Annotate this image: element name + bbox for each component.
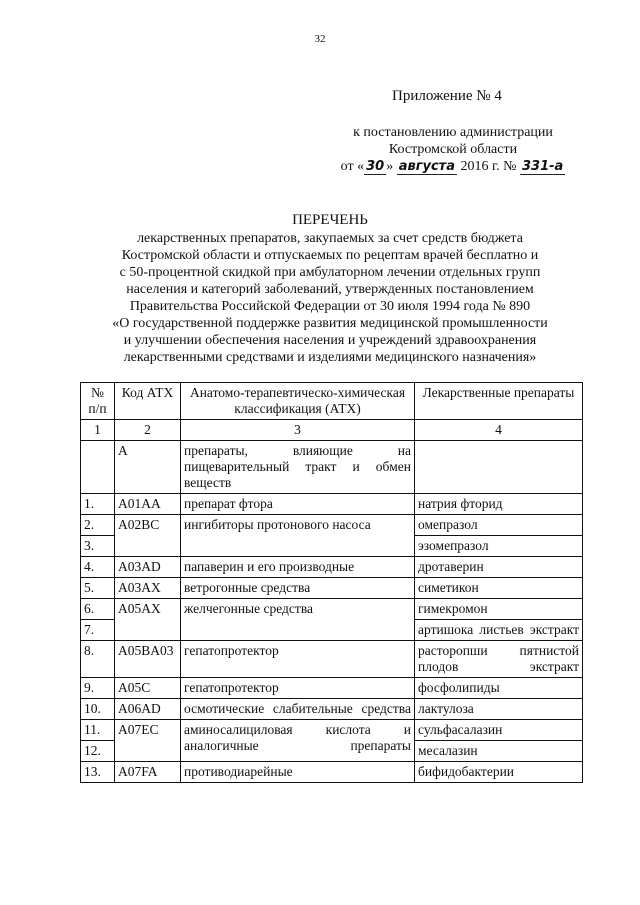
column-number-row	[81, 420, 583, 441]
cell-number: 7.	[81, 620, 115, 641]
cell-number: 2.	[81, 515, 115, 536]
cell-number: 5.	[81, 578, 115, 599]
decree-date-line	[328, 158, 578, 175]
table-row	[81, 720, 583, 741]
cell-drug: омепразол	[415, 515, 583, 536]
group-code: А	[115, 441, 181, 494]
cell-code: A05BA03	[115, 641, 181, 678]
title-heading: ПЕРЕЧЕНЬ	[292, 212, 368, 228]
title-line: лекарственных препаратов, закупаемых за счет средств бюджета	[137, 231, 523, 246]
group-row	[81, 441, 583, 494]
cell-class: папаверин и его производные	[181, 557, 415, 578]
page-number: 32	[314, 33, 326, 45]
date-month: августа	[398, 159, 455, 174]
cell-number: 11.	[81, 720, 115, 741]
cell-drug: лактулоза	[415, 699, 583, 720]
cell-drug: расторопши пятнистой плодов экстракт	[415, 641, 583, 678]
table-row	[81, 494, 583, 515]
cell-drug: натрия фторид	[415, 494, 583, 515]
header-drugs: Лекарственные препараты	[415, 383, 583, 420]
cell-class: осмотические слабительные средства	[181, 699, 415, 720]
cell-code: A03AX	[115, 578, 181, 599]
col-number: 4	[415, 420, 583, 441]
date-year: 2016 г. №	[460, 159, 517, 174]
cell-number: 8.	[81, 641, 115, 678]
col-number: 2	[115, 420, 181, 441]
appendix-title: Приложение № 4	[392, 88, 502, 104]
cell-number: 1.	[81, 494, 115, 515]
date-mid: »	[386, 159, 394, 174]
header-code: Код АТХ	[115, 383, 181, 420]
cell-class: ветрогонные средства	[181, 578, 415, 599]
drug-list-table	[80, 382, 583, 783]
cell-class: противодиарейные	[181, 762, 415, 783]
cell-class: гепатопротектор	[181, 641, 415, 678]
cell-drug: дротаверин	[415, 557, 583, 578]
table-row	[81, 699, 583, 720]
cell-number: 9.	[81, 678, 115, 699]
cell-class: ингибиторы протонового насоса	[181, 515, 415, 557]
header-classification: Анатомо-терапевтическо-химическая классификация (АТХ)	[181, 383, 415, 420]
cell-drug: сульфасалазин	[415, 720, 583, 741]
title-line: с 50-процентной скидкой при амбулаторном лечении отдельных групп	[119, 265, 541, 280]
cell-class: препарат фтора	[181, 494, 415, 515]
group-name: препараты, влияющие на пищеварительный тракт и обмен веществ	[181, 441, 415, 494]
title-line: Правительства Российской Федерации от 30 июля 1994 года № 890	[129, 299, 531, 314]
cell-number: 4.	[81, 557, 115, 578]
cell-drug: артишока листьев экстракт	[415, 620, 583, 641]
title-line: «О государственной поддержке развития медицинской промышленности	[112, 316, 548, 331]
table-row	[81, 578, 583, 599]
cell-drug: месалазин	[415, 741, 583, 762]
cell-code: A06AD	[115, 699, 181, 720]
title-line: и улучшении обеспечения населения и учреждений здравоохранения	[123, 333, 537, 348]
cell-number: 3.	[81, 536, 115, 557]
title-line: населения и категорий заболеваний, утвержденных постановлением	[126, 282, 534, 297]
cell-number	[81, 441, 115, 494]
document-title	[80, 212, 580, 366]
cell-code: A01AA	[115, 494, 181, 515]
cell-class: гепатопротектор	[181, 678, 415, 699]
decree-line-2: Костромской области	[388, 142, 518, 157]
decree-line-1: к постановлению администрации	[353, 125, 553, 140]
cell-number: 6.	[81, 599, 115, 620]
table-row	[81, 678, 583, 699]
date-day: 30	[366, 159, 385, 174]
cell-code: A05AX	[115, 599, 181, 641]
table-header-row	[81, 383, 583, 420]
cell-drug	[415, 441, 583, 494]
cell-drug: эзомепразол	[415, 536, 583, 557]
col-number: 1	[81, 420, 115, 441]
title-line: лекарственными средствами и изделиями медицинского назначения»	[123, 350, 537, 365]
header-number: № п/п	[81, 383, 115, 420]
cell-drug: фосфолипиды	[415, 678, 583, 699]
cell-drug: гимекромон	[415, 599, 583, 620]
cell-class: аминосалициловая кислота и аналогичные препараты	[181, 720, 415, 762]
cell-number: 10.	[81, 699, 115, 720]
col-number: 3	[181, 420, 415, 441]
table-row	[81, 557, 583, 578]
cell-code: A05C	[115, 678, 181, 699]
table-row	[81, 641, 583, 678]
date-prefix: от «	[340, 159, 365, 174]
decree-number: 331-а	[522, 159, 564, 174]
cell-drug: бифидобактерии	[415, 762, 583, 783]
cell-number: 13.	[81, 762, 115, 783]
table-row	[81, 762, 583, 783]
table-row	[81, 599, 583, 620]
cell-code: A02BC	[115, 515, 181, 557]
cell-drug: симетикон	[415, 578, 583, 599]
cell-number: 12.	[81, 741, 115, 762]
table-row	[81, 515, 583, 536]
title-line: Костромской области и отпускаемых по рецептам врачей бесплатно и	[121, 248, 539, 263]
cell-class: желчегонные средства	[181, 599, 415, 641]
cell-code: A07FA	[115, 762, 181, 783]
cell-code: A07EC	[115, 720, 181, 762]
cell-code: A03AD	[115, 557, 181, 578]
decree-reference	[328, 124, 578, 175]
